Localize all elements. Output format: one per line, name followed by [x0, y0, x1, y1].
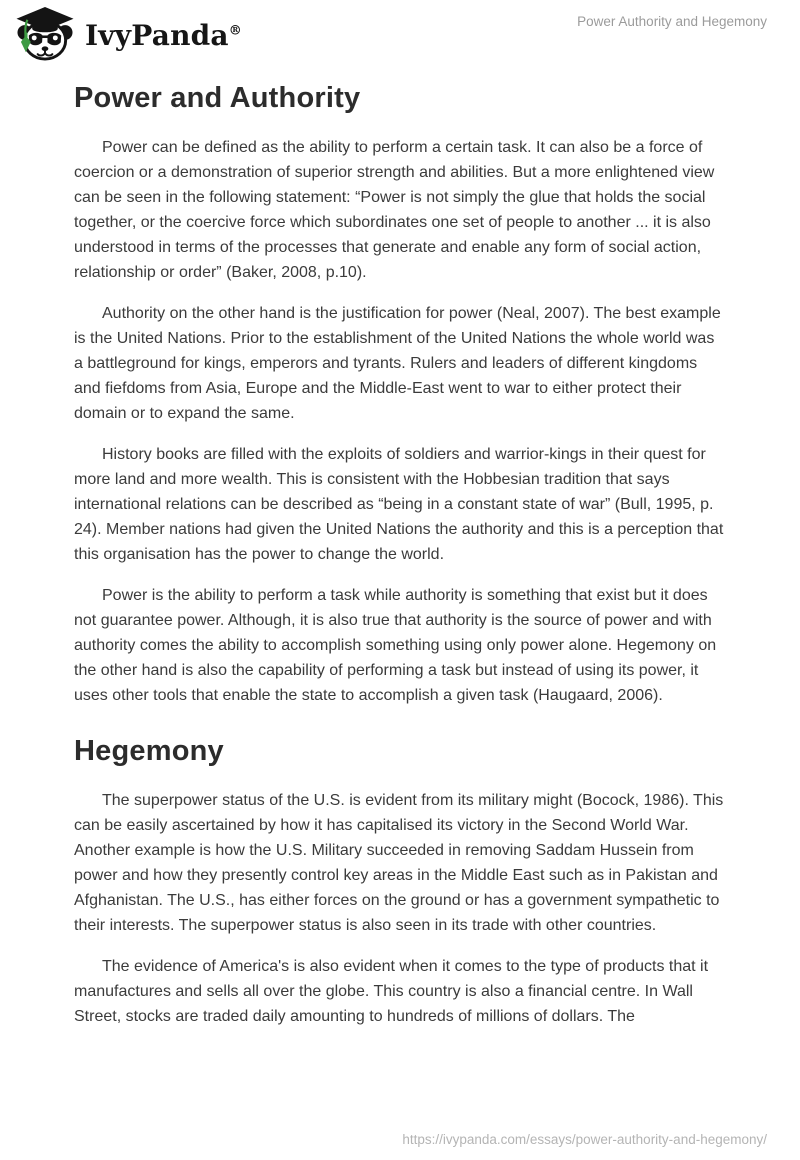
paragraph: The evidence of America's is also evident when it comes to the type of products that it manufactures and sells all over the globe. This country is also a financial centre. In Wall Street, stocks are traded daily amounting to hundreds of millions of dollars. The: [74, 958, 709, 1025]
heading-power-and-authority: Power and Authority: [74, 82, 361, 114]
paragraph: Power is the ability to perform a task while authority is something that exist but it does not guarantee power. Although, it is also true that authority is the source of power and with authority comes the ability to accomplish something using only power alone. Hegemony on the other hand is also the capability of performing a task but instead of using its power, it uses other tools that enable the state to accomplish a given task (Haugaard, 2006).: [74, 587, 717, 704]
paragraph: Authority on the other hand is the justification for power (Neal, 2007). The best example is the United Nations. Prior to the establishment of the United Nations the whole world was a battleground for kings, emperors and tyrants. Rulers and leaders of different kingdoms and fiefdoms from Asia, Europe and the Middle-East went to war to either protect their domain or to expand the same.: [74, 305, 721, 422]
heading-hegemony: Hegemony: [74, 735, 224, 767]
paragraph: The superpower status of the U.S. is evident from its military might (Bocock, 1986). This can be easily ascertained by how it has capitalised its victory in the Second World War. Another example is how the U.S. Military succeeded in removing Saddam Hussein from power and how they presently control key areas in the Middle East such as in Pakistan and Afghanistan. The U.S., has either forces on the ground or has a government sympathetic to their interests. The superpower status is also seen in its trade with other countries.: [74, 792, 724, 934]
registered-trademark: ®: [228, 23, 242, 39]
document-title: Power Authority and Hegemony: [577, 14, 767, 29]
paragraph: History books are filled with the exploits of soldiers and warrior-kings in their quest for more land and more wealth. This is consistent with the Hobbesian tradition that says international relations can be described as “being in a constant state of war” (Bull, 1995, p. 24). Member nations had given the United Nations the authority and this is a perception that this organisation has the power to change the world.: [74, 446, 724, 563]
ivypanda-logo: [14, 5, 242, 67]
source-url: https://ivypanda.com/essays/power-authority-and-hegemony/: [402, 1132, 767, 1147]
page-header: [0, 0, 800, 68]
panda-graduate-icon: [14, 5, 76, 67]
paragraph: Power can be defined as the ability to perform a certain task. It can also be a force of coercion or a demonstration of superior strength and abilities. But a more enlightened view can be seen in the following statement: “Power is not simply the glue that holds the social together, or the coercive force which subordinates one set of people to another ... it is also understood in terms of the processes that generate and enable any form of social action, relationship or order” (Baker, 2008, p.10).: [74, 139, 715, 281]
essay-content: [0, 80, 800, 1029]
brand-name: IvyPanda®: [85, 19, 242, 52]
